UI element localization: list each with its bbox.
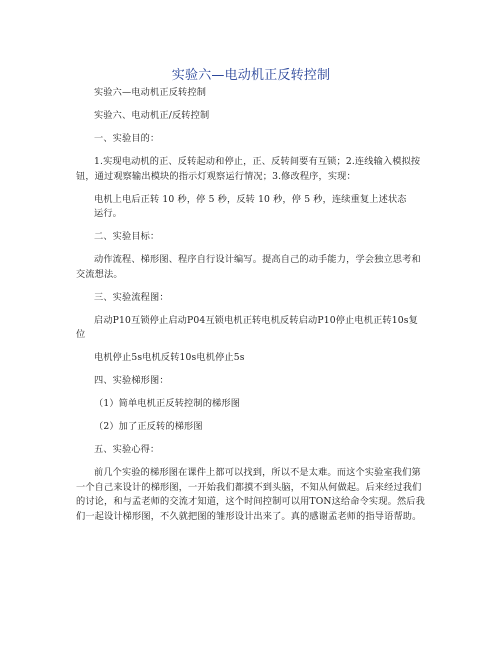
document-title: 实验六—电动机正反转控制 — [171, 68, 331, 83]
paragraph-2: 实验六、电动机正/反转控制 — [94, 110, 210, 121]
paragraph-4: 电机上电后正转 10 秒，停 5 秒，反转 10 秒，停 5 秒，连续重复上述状态 — [94, 193, 407, 205]
document-body — [76, 86, 426, 533]
list-item-2: （2）加了正反转的梯形图 — [94, 421, 203, 432]
section-heading-5: 五、实验心得： — [94, 444, 160, 455]
section-heading-3: 三、实验流程图： — [94, 291, 169, 303]
paragraph-9: 前几个实验的梯形图在课件上都可以找到，所以不是太难。而这个实验室我们第一个自己来设计的梯形图，一开始我们都摸不到头脑，不知从何做起。后来经过我们的讨论，和与孟老师的交流才知道，这个时间控制可以用TON这给命令实现。然后我们一起设计梯形图，不久就把图的雏形设计出来了。真的感谢孟老师的指导语帮助。 — [76, 467, 425, 522]
paragraph-1: 实验六—电动机正反转控制 — [94, 87, 207, 98]
section-heading-2: 二、实验目标： — [94, 231, 160, 242]
section-heading-1: 一、实验目的： — [94, 133, 160, 144]
paragraph-3: 1.实现电动机的正、反转起动和停止，正、反转间要有互锁；2.连线输入模拟按钮，通过观察输出模块的指示灯观察运行情况；3.修改程序，实现： — [76, 156, 421, 182]
paragraph-7: 启动P10互锁停止启动P04互锁电机正转电机反转启动P10停止电机正转10s复位 — [76, 314, 418, 340]
paragraph-5: 运行。 — [94, 208, 123, 219]
paragraph-8: 电机停止5s电机反转10s电机停止5s — [94, 352, 245, 363]
section-heading-4: 四、实验梯形图： — [94, 375, 169, 386]
paragraph-6: 动作流程、梯形图、程序自行设计编写。提高自己的动手能力，学会独立思考和交流想法。 — [76, 254, 421, 280]
list-item-1: （1）简单电机正反转控制的梯形图 — [94, 398, 241, 409]
